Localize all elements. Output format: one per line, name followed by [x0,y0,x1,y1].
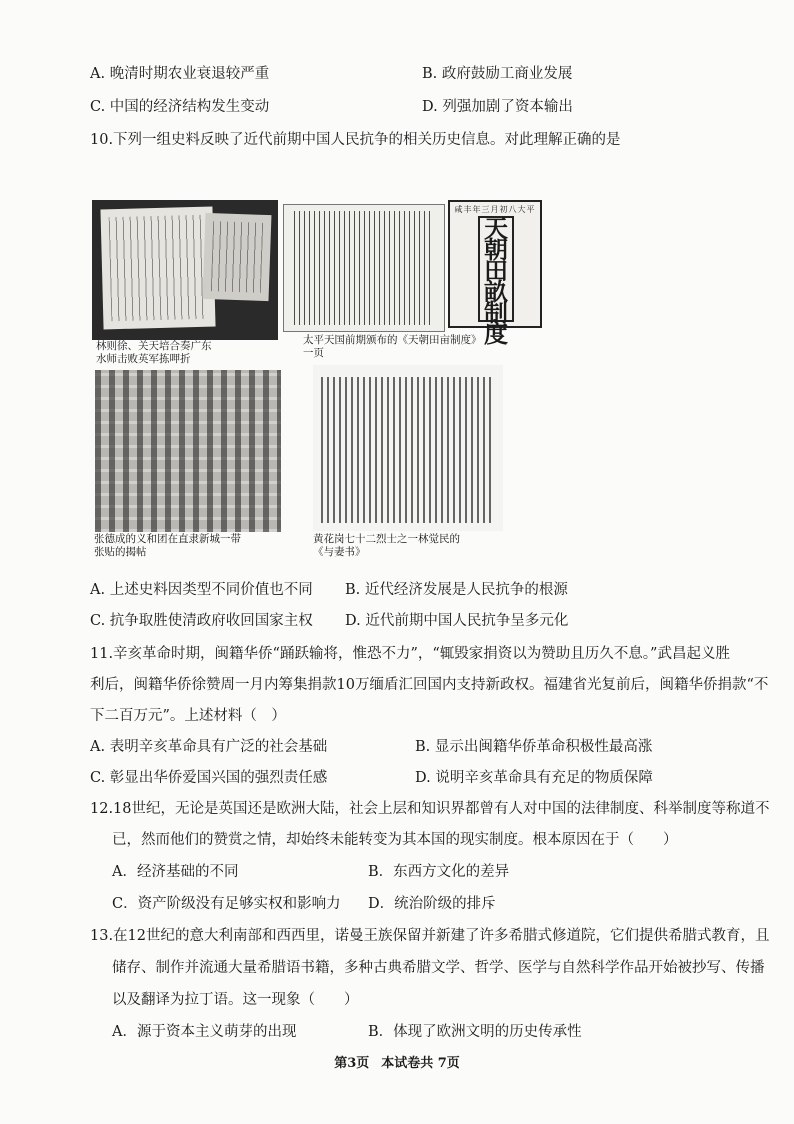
q13-stem-line3: 以及翻译为拉丁语。这一现象（ ） [112,992,359,1008]
q13-option-a: A．源于资本主义萌芽的出现 [112,1024,297,1040]
photo1-caption-line2: 水师击败英军拣呷折 [96,353,191,365]
q9-option-b: B. 政府鼓励工商业发展 [422,66,573,82]
q10-stem: 10.下列一组史料反映了近代前期中国人民抗争的相关历史信息。对此理解正确的是 [90,132,621,148]
q12-stem-line1: 12.18世纪，无论是英国还是欧洲大陆，社会上层和知识界都曾有人对中国的法律制度、科举制度等称道不 [90,801,770,817]
q11-option-a: A. 表明辛亥革命具有广泛的社会基础 [90,739,328,755]
q12-option-c: C．资产阶级没有足够实权和影响力 [112,896,341,912]
q9-option-a: A. 晚清时期农业衰退较严重 [90,66,270,82]
q9-option-c: C. 中国的经济结构发生变动 [90,99,270,115]
q11-option-c: C. 彰显出华侨爱国兴国的强烈责任感 [90,770,328,786]
photo3-caption-line1: 张德成的义和团在直隶新城一带 [94,533,241,545]
q13-stem-line1: 13.在12世纪的意大利南部和西西里，诺曼王族保留并新建了许多希腊式修道院，它们提供希腊式教育，且 [90,928,770,944]
q10-option-c: C. 抗争取胜使清政府收回国家主权 [90,613,313,629]
q13-stem-line2: 储存、制作并流通大量希腊语书籍，多种古典希腊文学、哲学、医学与自然科学作品开始被抄写、传播 [112,960,765,976]
photo4-caption [313,533,460,559]
memorial-document-photo [92,200,278,340]
q9-option-d: D. 列强加剧了资本输出 [422,99,573,115]
q12-option-a: A．经济基础的不同 [112,864,239,880]
page-number: 第3页 [334,1056,370,1071]
q11-stem-line3: 下二百万元”。上述材料（ ） [90,708,286,724]
q12-stem-line2: 已，然而他们的赞赏之情，却始终未能转变为其本国的现实制度。根本原因在于（ ） [112,832,678,848]
photo3-caption-line2: 张贴的揭帖 [94,546,147,558]
total-pages: 本试卷共 7页 [381,1056,460,1071]
page-footer [0,1052,794,1071]
photo4-caption-line1: 黄花岗七十二烈士之一林觉民的 [313,533,460,545]
photo4-caption-line2: 《与妻书》 [313,546,366,558]
q10-option-b: B. 近代经济发展是人民抗争的根源 [345,582,568,598]
photo2-caption-line2: 一页 [303,347,324,359]
q11-stem-line1: 11.辛亥革命时期，闽籍华侨“踊跃输将，惟恐不力”，“辄毁家捐资以为赞助且历久不息。”武昌起义胜 [90,646,730,662]
q10-option-d: D. 近代前期中国人民抗争呈多元化 [345,613,569,629]
q12-option-d: D．统治阶级的排斥 [368,896,496,912]
cover-header-text: 咸丰年三月初八大平 [454,205,536,214]
q11-stem-line2: 利后，闽籍华侨徐赞周一月内筹集捐款10万缅盾汇回国内支持新政权。福建省光复前后，闽籍华侨捐款“不 [90,677,769,693]
photo2-caption-line1: 太平天国前期颁布的《天朝田亩制度》 [303,334,482,346]
q11-option-d: D. 说明辛亥革命具有充足的物质保障 [415,770,653,786]
photo3-caption [94,533,241,559]
taiping-document-page-photo [283,204,445,332]
tianchao-cover-photo [448,200,542,348]
photo1-caption [96,340,212,366]
cover-title-text: 天朝田畝制度 [478,216,514,322]
q12-option-b: B．东西方文化的差异 [368,864,510,880]
photo1-caption-line1: 林则徐、关天培合奏广东 [96,340,212,352]
boxer-poster-photo [95,370,281,532]
q13-option-b: B．体现了欧洲文明的历史传承性 [368,1024,582,1040]
photo2-caption [303,334,482,360]
letter-to-wife-photo [313,365,503,531]
q11-option-b: B. 显示出闽籍华侨革命积极性最高涨 [415,739,653,755]
q10-option-a: A. 上述史料因类型不同价值也不同 [90,582,313,598]
